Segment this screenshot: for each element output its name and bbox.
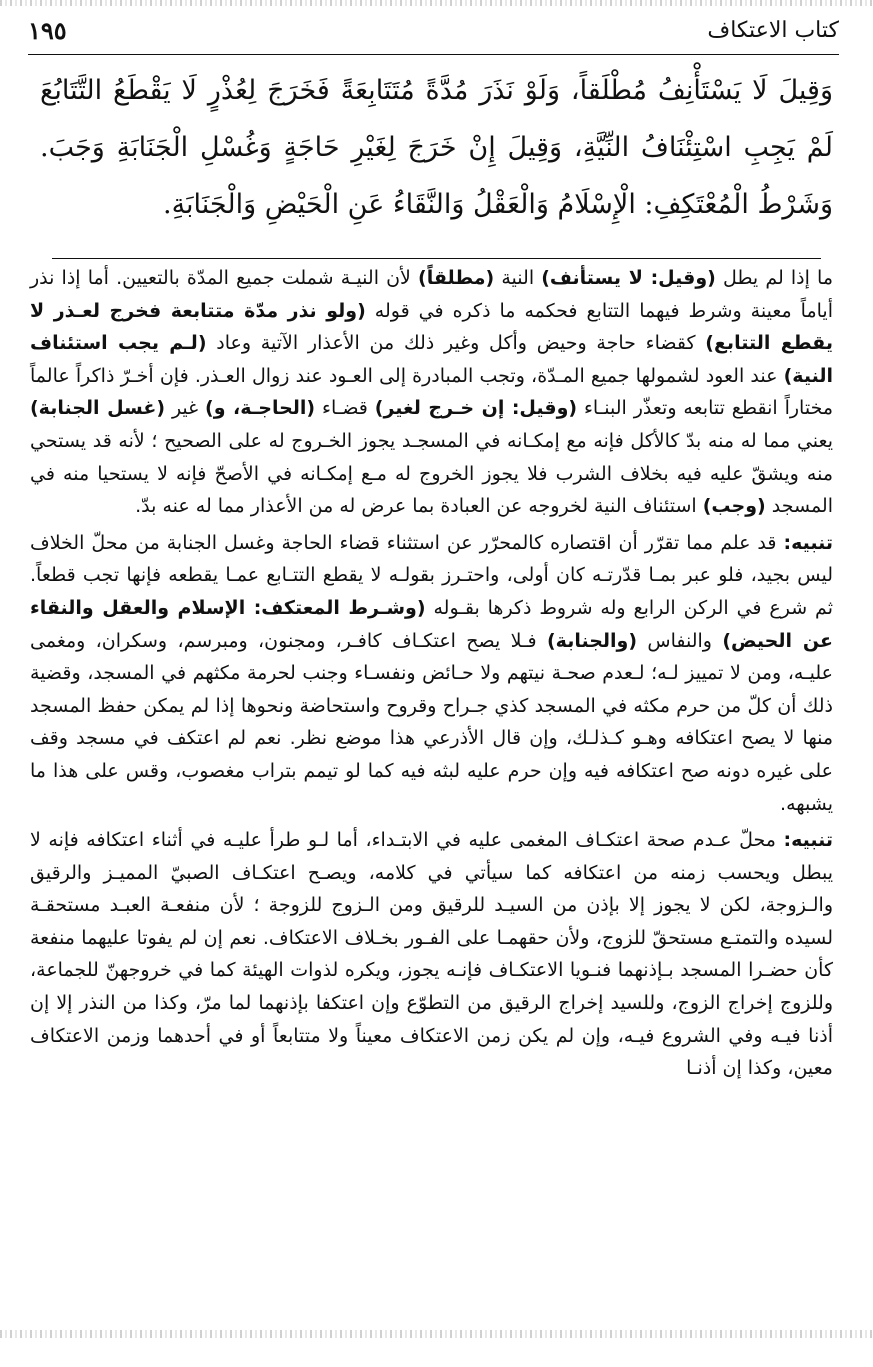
commentary-text: قد علم مما تقرّر أن اقتصاره كالمحرّر عن استثناء قضاء الحاجة وغسل الجنابة من محلّ الخلاف ليس بجيد، فلو عبر بمـا قدّرتـه كان أولى، واحتـرز بقولـه لا يقطع التتـابع عمـا يقطعه فإنها تجب قطعاً. ثم شرع في الركن الرابع وله شروط ذكرها بقـوله [30,531,833,619]
quoted-matn: (غسل الجنابة) [30,397,166,420]
note-label: تنبيه: [783,829,833,852]
commentary-text: النية [494,267,542,289]
commentary-text: محلّ عـدم صحة اعتكـاف المغمى عليه في الابتـداء، أما لـو طرأ عليـه في أثناء اعتكافه فإنه لا يبطل ويحسب زمنه من اعتكافه كما سيأتي في كلامه، ويصـح اعتكـاف الصبيّ المميـز والرقيق والـزوجة، لكن لا يجوز إلا بإذن من السيـد للرقيق ومن الـزوج للزوجة ؛ لأن منفعـة العبـد مستحقـة لسيده والتمتـع مستحقّ للزوج، ولأن حقهمـا على الفـور بخـلاف الاعتكاف. نعم إن لم يفوتا عليهما منفعة كأن حضـرا المسجد بـإذنهما فنـويا الاعتكـاف فإنـه يجوز، ويكره لذوات الهيئة كما في خروجهنّ للجماعة، وللزوج إخراج الزوج، وللسيد إخراج الرقيق من التطوّع وإن اعتكفا بإذنهما لما مرّ، وكذا من النذر إلا إن أذنا فيـه وفي الشروع فيـه، وإن لم يكن زمن الاعتكاف معيناً ولا متتابعاً أو في أحدهما وزمن الاعتكاف معين، وكذا إن أذنـا [30,829,833,1080]
scan-edge-top [0,0,873,6]
commentary-paragraph [30,262,833,523]
commentary-text: عند العود لشمولها جميع المـدّة، وتجب المبادرة إلى العـود عند زوال العـذر. فإن أخـرّ ذاكراً عالماً مختاراً انقطع تتابعه وتعذّر البنـاء [30,364,834,420]
commentary-paragraph [30,527,833,820]
commentary [30,262,833,1085]
commentary-text: كقضاء حاجة وحيض وأكل وغير ذلك من الأعذار الآتية وعاد [206,332,706,355]
quoted-matn: (وقيل: لا يستأنف) [541,267,716,289]
commentary-text: ما إذا لم يطل [715,267,833,289]
note-label: تنبيه: [783,531,833,554]
running-head: كتاب الاعتكاف [707,18,839,43]
quoted-matn: (وجب) [702,495,766,518]
scan-edge-bottom [0,1330,873,1338]
commentary-text: قضـاء [315,397,375,420]
commentary-text: لأن النيـة شملت جميع المدّة بالتعيين. أما إذا نذر أياماً معينة وشرط فيهما التتابع فحكمه ما ذكره في قوله [30,267,833,322]
quoted-matn: (لـم يجب استئناف النية) [30,332,833,387]
matn-divider [52,258,821,259]
commentary-text: والنفاس [637,629,723,652]
quoted-matn: (وشـرط المعتكف: الإسلام والعقل والنقاء عن الحيض) [30,596,833,652]
commentary-text: يعني مما له منه بدّ كالأكل فإنه مع إمكـانه في المسجـد يجوز الخـروج له على الصحيح ؛ لأنه قد يستحي منه ويشقّ عليه فيه بخلاف الشرب فلا يجوز الخروج له مـع إمكـانه في الأصحّ فإنه لا يستحيا منه في المسجد [30,429,833,518]
commentary-text: غير [165,397,206,420]
commentary-text: فـلا يصح اعتكـاف كافـر، ومجنون، ومبرسم، وسكران، ومغمى عليـه، ومن لا تمييز لـه؛ لـعدم صحـة نيتهم ولا حـائض ونفسـاء وجنب لحرمة مكثهم في المسجد، وقضية ذلك أن كلّ من حرم مكثه في المسجد كذي جـراح وقروح واستحاضة ونحوها إذا لم يمكن حفظ المسجد منها لا يصح اعتكافه وهـو كـذلـك، وإن قال الأذرعي هذا موضع نظر. نعم لم اعتكف في مسجد وقف على غيره دونه صح اعتكافه فيه وإن حرم عليه لبثه فيه كما لو تيمم بتراب مغصوب، وقس على هذا ما يشبهه. [30,629,833,815]
quoted-matn: (ولو نذر مدّة متتابعة فخرج لعـذر لا يقطع التتابع) [30,299,833,355]
commentary-text: استئناف النية لخروجه عن العبادة بما عرض له من الأعذار مما له عنه بدّ. [135,495,703,518]
commentary-paragraph [30,824,833,1085]
quoted-matn: (والجنابة) [546,629,638,652]
page-number: ١٩٥ [28,16,67,45]
matn-text: وَقِيلَ لَا يَسْتَأْنِفُ مُطْلَقاً، وَلَوْ نَذَرَ مُدَّةً مُتَتَابِعَةً فَخَرَجَ لِعُذْرٍ لَا يَقْطَعُ التَّتَابُعَ لَمْ يَجِبِ اسْتِئْنَافُ النِّيَّةِ، وَقِيلَ إِنْ خَرَجَ لِغَيْرِ حَاجَةٍ وَغُسْلِ الْجَنَابَةِ وَجَبَ. وَشَرْطُ الْمُعْتَكِفِ: الْإِسْلَامُ وَالْعَقْلُ وَالنَّقَاءُ عَنِ الْحَيْضِ وَالْجَنَابَةِ. [40,75,833,220]
page-header [28,14,839,55]
quoted-matn: (مطلقاً) [418,267,495,289]
quoted-matn: (الحاجـة، و) [205,397,316,420]
quoted-matn: (وقيل: إن خـرج لغير) [374,397,578,420]
